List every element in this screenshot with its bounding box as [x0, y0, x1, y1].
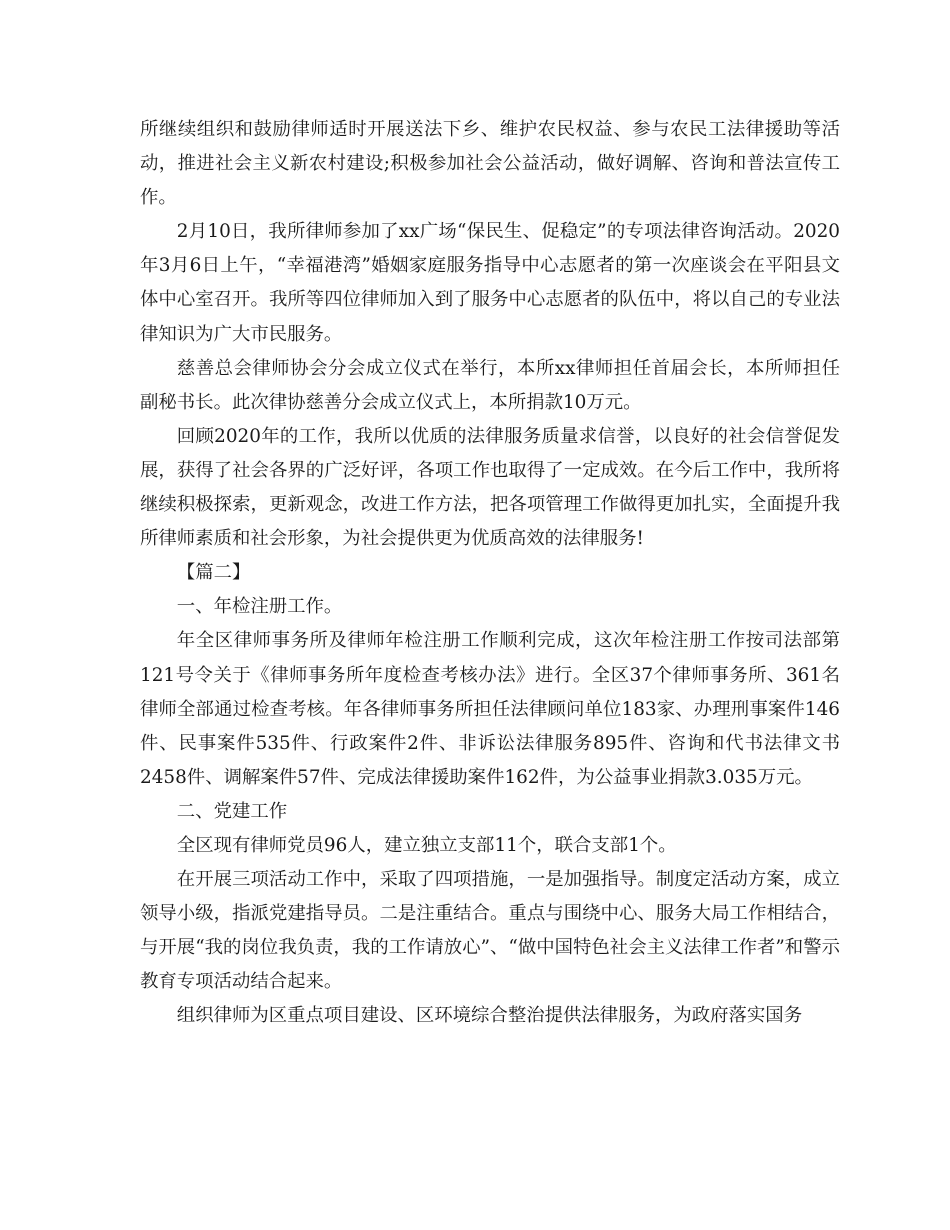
paragraph-continuation: 所继续组织和鼓励律师适时开展送法下乡、维护农民权益、参与农民工法律援助等活动，推进社会主义新农村建设;积极参加社会公益活动，做好调解、咨询和普法宣传工作。 — [140, 119, 840, 209]
paragraph-consultation-activities: 2月10日，我所律师参加了xx广场“保民生、促稳定”的专项法律咨询活动。2020年3月6日上午，“幸福港湾”婚姻家庭服务指导中心志愿者的第一次座谈会在平阳县文体中心室召开。我所等四位律师加入到了服务中心志愿者的队伍中，将以自己的专业法律知识为广大市民服务。 — [140, 221, 840, 345]
paragraph-annual-inspection: 年全区律师事务所及律师年检注册工作顺利完成，这次年检注册工作按司法部第121号令关于《律师事务所年度检查考核办法》进行。全区37个律师事务所、361名律师全部通过检查考核。年各律师事务所担任法律顾问单位183家、办理刑事案件146件、民事案件535件、行政案件2件、非诉讼法律服务895件、咨询和代书法律文书2458件、调解案件57件、完成法律援助案件162件，为公益事业捐款3.035万元。 — [140, 630, 840, 788]
section-heading-annual-inspection: 一、年检注册工作。 — [176, 596, 343, 618]
section-heading-part-two: 【篇二】 — [176, 562, 251, 584]
paragraph-review-2020: 回顾2020年的工作，我所以优质的法律服务质量求信誉，以良好的社会信誉促发展，获得了社会各界的广泛好评，各项工作也取得了一定成效。在今后工作中，我所将继续积极探索，更新观念，改进工作方法，把各项管理工作做得更加扎实，全面提升我所律师素质和社会形象，为社会提供更为优质高效的法律服务! — [140, 425, 840, 550]
document-body — [140, 113, 840, 1034]
section-heading-party-building: 二、党建工作 — [176, 800, 288, 822]
paragraph-three-activities: 在开展三项活动工作中，采取了四项措施，一是加强指导。制度定活动方案，成立领导小级，指派党建指导员。二是注重结合。重点与围绕中心、服务大局工作相结合，与开展“我的岗位我负责，我的工作请放心”、“做中国特色社会主义法律工作者”和警示教育专项活动结合起来。 — [140, 869, 840, 993]
paragraph-legal-services: 组织律师为区重点项目建设、区环境综合整治提供法律服务，为政府落实国务 — [176, 1005, 803, 1027]
paragraph-charity-branch: 慈善总会律师协会分会成立仪式在举行，本所xx律师担任首届会长，本所师担任副秘书长。此次律协慈善分会成立仪式上，本所捐款10万元。 — [140, 357, 840, 413]
paragraph-party-members: 全区现有律师党员96人，建立独立支部11个，联合支部1个。 — [176, 834, 677, 856]
